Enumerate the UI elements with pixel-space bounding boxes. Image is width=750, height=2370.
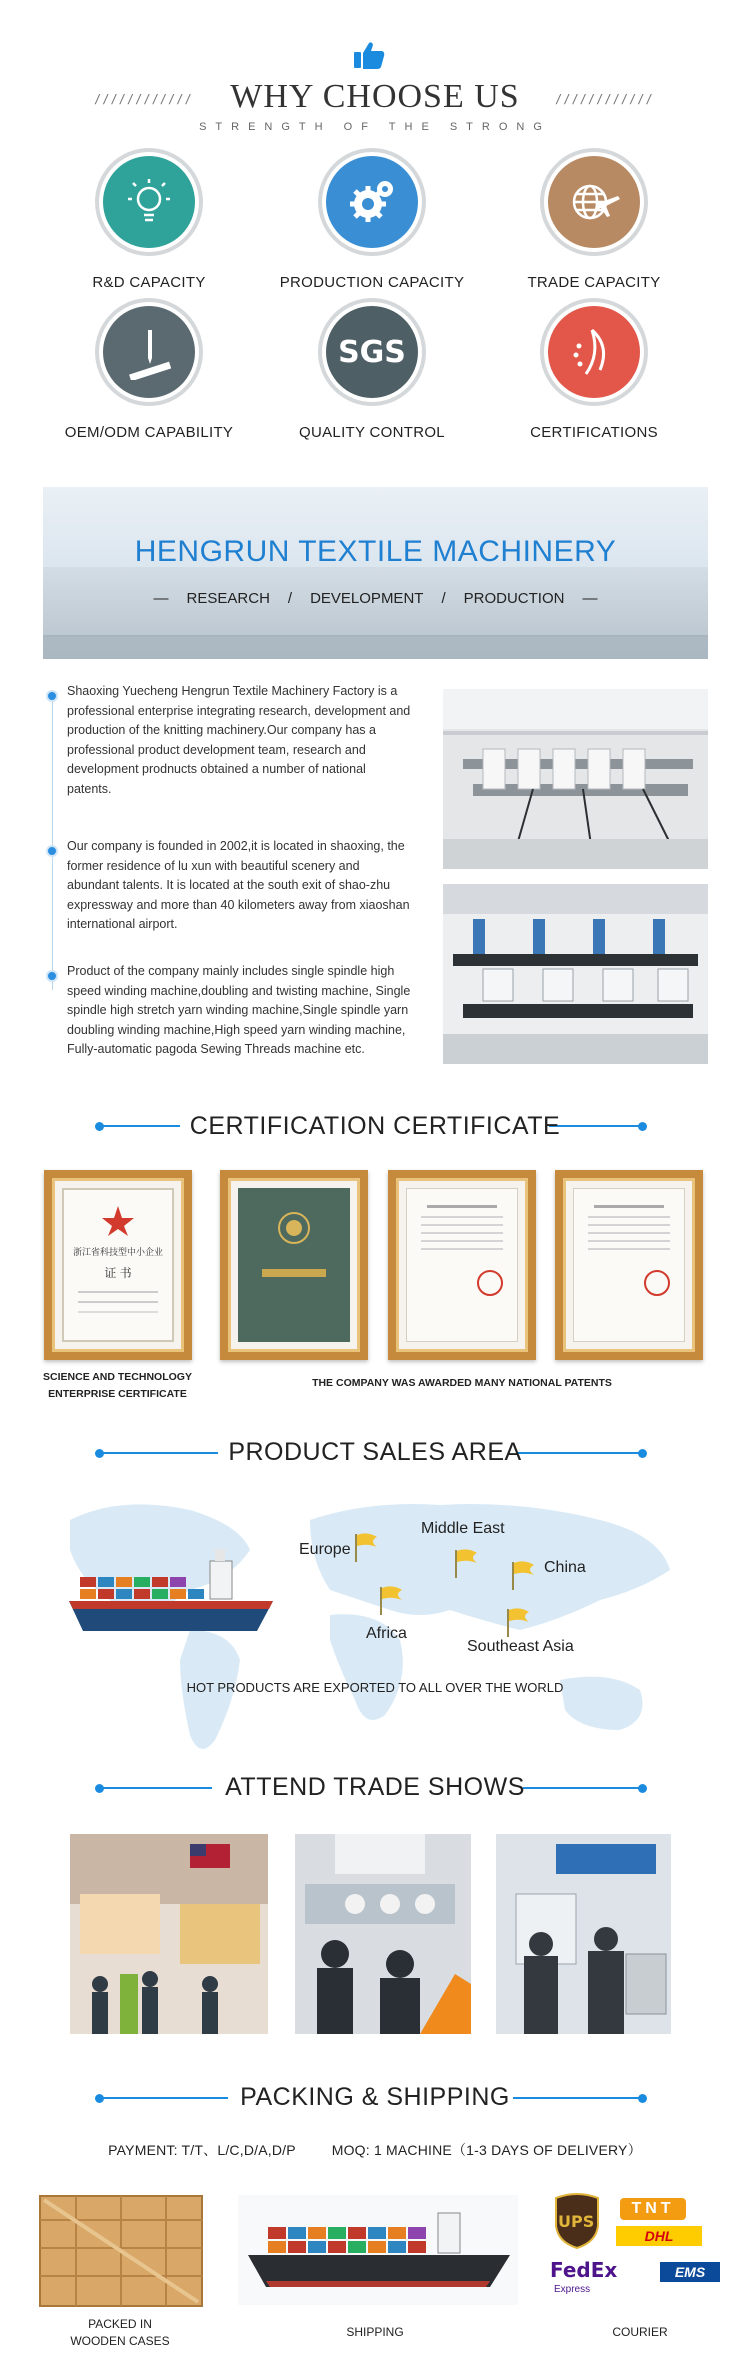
region-label-southeast-asia: Southeast Asia: [467, 1638, 574, 1655]
certificate-frame: [388, 1170, 536, 1360]
packing-caption-shipping: SHIPPING: [346, 2325, 404, 2339]
intro-paragraph: Our company is founded in 2002,it is located in shaoxing, the former residence of lu xun with beautiful scenery and abundant talents. It is located at the south exit of shao-zhu expressway and more than 40 kilometers away from xiaoshan international airport.: [67, 839, 410, 931]
flag-icon: [510, 1560, 536, 1590]
packing-caption-courier: COURIER: [612, 2325, 668, 2339]
banner-title: HENGRUN TEXTILE MACHINERY: [134, 535, 617, 568]
decorative-slashes-left: ////////////: [94, 92, 193, 106]
feature-trade-capacity: [494, 148, 694, 291]
factory-photo: [443, 689, 708, 869]
intro-paragraph: Shaoxing Yuecheng Hengrun Textile Machinery Factory is a professional enterprise integrating research, development and production of the knitting machinery.Our company has a professional product development team, research and development prodnucts obtained a number of national patents.: [67, 684, 411, 796]
gears-icon: [326, 156, 418, 248]
pen-ruler-icon: [103, 306, 195, 398]
section-title-sales-area: PRODUCT SALES AREA: [228, 1438, 522, 1466]
bullet-dot: [46, 845, 58, 857]
section-subtitle: STRENGTH OF THE STRONG: [199, 121, 551, 133]
award-icon: [548, 306, 640, 398]
shipping-vessel-image: [238, 2195, 518, 2305]
trade-show-photo: [496, 1834, 671, 2034]
factory-photo: [443, 884, 708, 1064]
banner-subtitle: — RESEARCH / DEVELOPMENT / PRODUCTION —: [153, 590, 598, 607]
packing-caption-wooden-cases: PACKED IN WOODEN CASES: [70, 2317, 170, 2348]
feature-rd-capacity: [49, 148, 249, 291]
region-label-europe: Europe: [299, 1541, 351, 1558]
certificate-word: 证 书: [104, 1266, 132, 1280]
certificate-frame: [555, 1170, 703, 1360]
lightbulb-icon: [103, 156, 195, 248]
section-title-certification: CERTIFICATION CERTIFICATE: [189, 1112, 561, 1140]
flag-icon: [353, 1532, 379, 1562]
thumbs-up-icon: [352, 40, 386, 70]
feature-label: TRADE CAPACITY: [527, 274, 661, 291]
feature-label: R&D CAPACITY: [92, 274, 206, 291]
sales-note: HOT PRODUCTS ARE EXPORTED TO ALL OVER THE WORLD: [186, 1680, 564, 1695]
courier-logos: [548, 2190, 738, 2310]
region-label-china: China: [544, 1559, 586, 1576]
section-title-packing-shipping: PACKING & SHIPPING: [240, 2083, 510, 2111]
feature-label: OEM/ODM CAPABILITY: [64, 424, 234, 441]
ups-label: UPS: [558, 2212, 595, 2231]
dhl-logo: DHL: [616, 2226, 702, 2246]
feature-production-capacity: [272, 148, 472, 291]
flag-icon: [505, 1607, 531, 1637]
certificate-caption-right: THE COMPANY WAS AWARDED MANY NATIONAL PATENTS: [312, 1377, 612, 1389]
feature-label: CERTIFICATIONS: [530, 424, 658, 441]
region-label-africa: Africa: [366, 1625, 407, 1642]
decorative-slashes-right: ////////////: [555, 92, 654, 106]
section-title-trade-shows: ATTEND TRADE SHOWS: [225, 1773, 525, 1801]
payment-terms: [0, 2140, 750, 2160]
bullet-dot: [46, 690, 58, 702]
payment-text: PAYMENT: T/T、L/C,D/A,D/P: [108, 2142, 296, 2158]
feature-certifications: [494, 298, 694, 441]
intro-paragraph: Product of the company mainly includes single spindle high speed winding machine,doubling and twisting machine, Single spindle high stretch yarn winding machine,Single spindle yarn doubling winding machine,High speed yarn winding machine, Fully-automatic pagoda Sewing Threads machine etc.: [67, 964, 411, 1056]
bullet-dot: [46, 970, 58, 982]
company-banner: [43, 487, 708, 659]
fedex-logo: [550, 2258, 617, 2282]
flag-icon: [378, 1585, 404, 1615]
express-label: Express: [554, 2284, 591, 2295]
feature-label: QUALITY CONTROL: [299, 424, 445, 441]
sgs-icon: SGS: [326, 306, 418, 398]
certificate-frame: [220, 1170, 368, 1360]
flag-icon: [453, 1548, 479, 1578]
tnt-logo: TNT: [620, 2198, 686, 2220]
region-label-middle-east: Middle East: [421, 1520, 505, 1537]
section-title-why-choose-us: WHY CHOOSE US: [230, 78, 520, 115]
moq-text: MOQ: 1 MACHINE（1-3 DAYS OF DELIVERY）: [331, 2142, 642, 2158]
fedex-label: FedEx: [550, 2258, 618, 2282]
certificate-heading: 浙江省科技型中小企业: [72, 1247, 163, 1257]
trade-show-photo: [70, 1834, 268, 2034]
certificate-frame: [44, 1170, 192, 1360]
feature-quality-control: [272, 298, 472, 441]
cargo-ship: [65, 1535, 277, 1645]
feature-label: PRODUCTION CAPACITY: [279, 274, 465, 291]
ems-logo: EMS: [660, 2262, 720, 2282]
certificate-caption-left: SCIENCE AND TECHNOLOGY ENTERPRISE CERTIFICATE: [43, 1371, 192, 1400]
wooden-case-image: [36, 2190, 206, 2310]
globe-plane-icon: [548, 156, 640, 248]
trade-show-photo: [295, 1834, 471, 2034]
feature-oem-odm: [49, 298, 249, 441]
